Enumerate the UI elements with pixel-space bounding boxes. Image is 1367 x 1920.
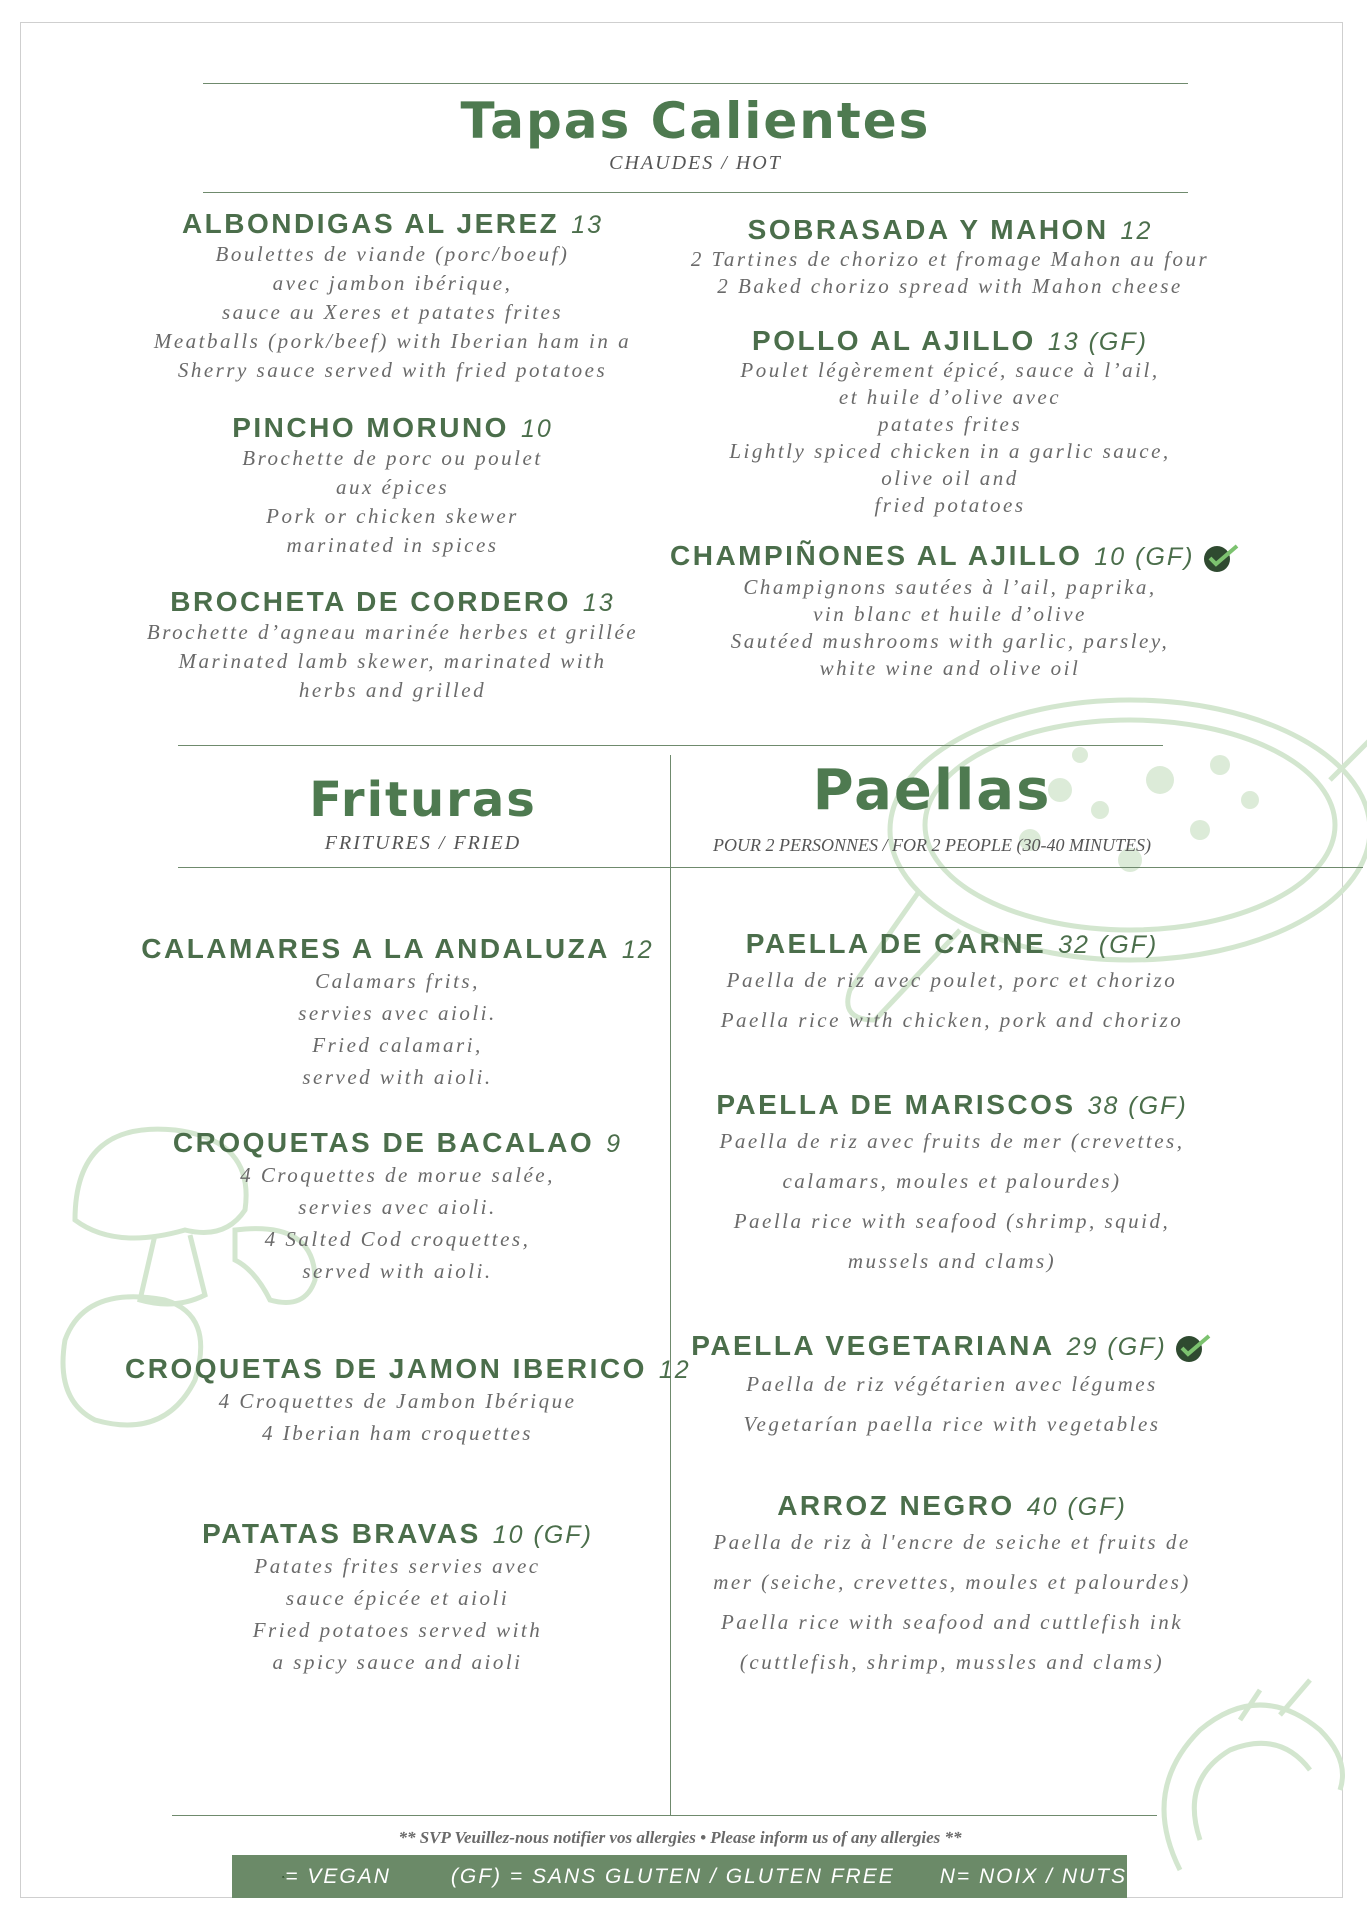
item-desc-line: Paella de riz à l'encre de seiche et fruits de <box>713 1530 1191 1554</box>
item-price: 38 (GF) <box>1087 1092 1188 1120</box>
item-price: 10 <box>520 415 553 443</box>
item-desc-line: white wine and olive oil <box>819 655 1081 680</box>
paellas-subtitle: POUR 2 PERSONNES / FOR 2 PEOPLE (30-40 MINUTES) <box>713 835 1151 855</box>
menu-item <box>672 1330 1232 1444</box>
gluten-free-legend: (GF) = SANS GLUTEN / GLUTEN FREE <box>450 1864 895 1888</box>
item-name: CHAMPIÑONES AL AJILLO <box>670 540 1083 571</box>
item-desc-line: patates frites <box>877 412 1023 436</box>
item-desc-line: aux épices <box>335 475 450 499</box>
item-desc-line: et huile d’olive avec <box>838 385 1062 409</box>
item-desc-line: servies avec aioli. <box>298 1001 497 1025</box>
vegan-legend: = VEGAN <box>285 1864 391 1888</box>
item-desc-line: 4 Croquettes de Jambon Ibérique <box>218 1389 577 1413</box>
menu-item <box>670 214 1230 300</box>
item-name: POLLO AL AJILLO <box>752 325 1036 356</box>
shrimp-illustration <box>1140 1670 1360 1880</box>
menu-item <box>125 412 660 560</box>
fried-title: Frituras <box>309 772 537 828</box>
item-name: CALAMARES A LA ANDALUZA <box>141 933 610 964</box>
item-desc-line: servies avec aioli. <box>298 1195 497 1219</box>
item-desc-line: avec jambon ibérique, <box>272 271 513 295</box>
menu-item <box>670 325 1230 519</box>
item-price: 12 <box>658 1356 691 1384</box>
paellas-header-rule <box>671 867 1363 868</box>
menu-item <box>670 540 1230 682</box>
item-name: PAELLA DE CARNE <box>745 928 1047 959</box>
item-desc-line: Sherry sauce served with fried potatoes <box>177 358 608 382</box>
item-name: PINCHO MORUNO <box>232 412 509 443</box>
fried-header-rule <box>178 867 670 868</box>
item-desc-line: Paella de riz végétarien avec légumes <box>746 1371 1158 1396</box>
item-desc-line: herbs and grilled <box>298 678 487 702</box>
item-desc-line: Fried potatoes served with <box>252 1618 543 1642</box>
item-price: 10 (GF) <box>1094 543 1195 571</box>
menu-item <box>672 928 1232 1040</box>
item-price: 13 <box>571 211 604 239</box>
item-name: SOBRASADA Y MAHON <box>747 214 1109 245</box>
item-price: 9 <box>606 1130 623 1158</box>
item-desc-line: 4 Iberian ham croquettes <box>262 1421 533 1445</box>
item-desc-line: fried potatoes <box>874 493 1026 517</box>
item-desc-line: Paella de riz avec poulet, porc et chorizo <box>726 968 1178 992</box>
item-price: 29 (GF) <box>1066 1333 1167 1361</box>
item-desc-line: Paella rice with seafood and cuttlefish ink <box>720 1610 1184 1634</box>
item-desc-line: (cuttlefish, shrimp, mussles and clams) <box>739 1650 1165 1674</box>
item-desc-line: 2 Tartines de chorizo et fromage Mahon au four <box>690 247 1210 271</box>
item-desc-line: Paella de riz avec fruits de mer (crevettes, <box>719 1129 1185 1153</box>
item-desc-line: Meatballs (pork/beef) with Iberian ham in a <box>153 329 632 353</box>
item-desc-line: marinated in spices <box>286 533 499 557</box>
footer-rule <box>172 1815 1157 1816</box>
item-name: PAELLA DE MARISCOS <box>716 1089 1076 1120</box>
item-price: 13 <box>582 589 615 617</box>
item-desc-line: a spicy sauce and aioli <box>272 1650 523 1674</box>
item-desc-line: vin blanc et huile d’olive <box>813 601 1087 626</box>
item-desc-line: Marinated lamb skewer, marinated with <box>178 649 607 673</box>
item-name: PATATAS BRAVAS <box>202 1518 481 1549</box>
item-desc-line: Champignons sautées à l’ail, paprika, <box>743 574 1157 599</box>
allergy-note: ** SVP Veuillez-nous notifier vos allergies • Please inform us of any allergies ** <box>398 1828 962 1847</box>
menu-item <box>672 1490 1232 1682</box>
legend-bar <box>232 1855 1127 1898</box>
item-desc-line: Paella rice with seafood (shrimp, squid, <box>733 1209 1171 1233</box>
item-price: 12 <box>1120 217 1153 245</box>
menu-item <box>125 1127 670 1287</box>
item-name: ARROZ NEGRO <box>777 1490 1015 1521</box>
item-desc-line: sauce épicée et aioli <box>285 1586 510 1610</box>
item-desc-line: mer (seiche, crevettes, moules et palourdes) <box>713 1570 1191 1594</box>
item-desc-line: 4 Croquettes de morue salée, <box>240 1163 555 1187</box>
menu-item <box>125 1353 691 1449</box>
item-price: 12 <box>621 936 654 964</box>
item-desc-line: Brochette de porc ou poulet <box>242 446 543 470</box>
item-desc-line: olive oil and <box>881 466 1019 490</box>
hot-header-rule <box>203 192 1188 193</box>
item-price: 13 (GF) <box>1047 328 1148 356</box>
vegan-badge-icon <box>1173 1332 1213 1364</box>
item-name: ALBONDIGAS AL JEREZ <box>181 208 560 239</box>
menu-item <box>125 586 660 705</box>
menu-item <box>125 208 660 385</box>
item-desc-line: Vegetarían paella rice with vegetables <box>743 1411 1161 1436</box>
item-name: PAELLA VEGETARIANA <box>691 1330 1055 1361</box>
item-desc-line: Calamars frits, <box>315 969 480 993</box>
item-desc-line: Patates frites servies avec <box>254 1554 541 1578</box>
menu-item <box>125 1518 670 1678</box>
middle-rule <box>178 745 1163 746</box>
vegan-badge-icon <box>1201 542 1241 574</box>
item-desc-line: Paella rice with chicken, pork and chorizo <box>720 1008 1184 1032</box>
item-name: CROQUETAS DE BACALAO <box>172 1127 595 1158</box>
item-desc-line: 2 Baked chorizo spread with Mahon cheese <box>717 274 1183 298</box>
menu-item <box>672 1089 1232 1281</box>
item-desc-line: Brochette d’agneau marinée herbes et grillée <box>146 620 639 644</box>
item-desc-line: Boulettes de viande (porc/boeuf) <box>215 242 570 266</box>
column-divider <box>670 755 671 1815</box>
item-desc-line: sauce au Xeres et patates frites <box>221 300 564 324</box>
item-desc-line: Poulet légèrement épicé, sauce à l’ail, <box>740 358 1160 382</box>
item-desc-line: Pork or chicken skewer <box>266 504 519 528</box>
item-desc-line: Lightly spiced chicken in a garlic sauce, <box>729 439 1171 463</box>
item-name: CROQUETAS DE JAMON IBERICO <box>125 1353 647 1384</box>
item-desc-line: 4 Salted Cod croquettes, <box>264 1227 531 1251</box>
item-desc-line: Sautéed mushrooms with garlic, parsley, <box>730 628 1170 653</box>
fried-subtitle: FRITURES / FRIED <box>324 832 522 854</box>
item-desc-line: calamars, moules et palourdes) <box>782 1169 1122 1193</box>
hot-title: Tapas Calientes <box>460 92 931 150</box>
menu-item <box>125 933 670 1093</box>
item-desc-line: served with aioli. <box>302 1065 493 1089</box>
item-desc-line: served with aioli. <box>302 1259 493 1283</box>
item-desc-line: Fried calamari, <box>312 1033 483 1057</box>
item-price: 40 (GF) <box>1026 1493 1127 1521</box>
item-price: 10 (GF) <box>492 1521 593 1549</box>
top-rule <box>203 83 1188 84</box>
paellas-title: Paellas <box>812 758 1052 823</box>
nuts-legend: N= NOIX / NUTS <box>939 1864 1127 1888</box>
hot-subtitle: CHAUDES / HOT <box>609 152 782 174</box>
item-price: 32 (GF) <box>1058 931 1159 959</box>
item-name: BROCHETA DE CORDERO <box>170 586 571 617</box>
item-desc-line: mussels and clams) <box>847 1249 1057 1273</box>
